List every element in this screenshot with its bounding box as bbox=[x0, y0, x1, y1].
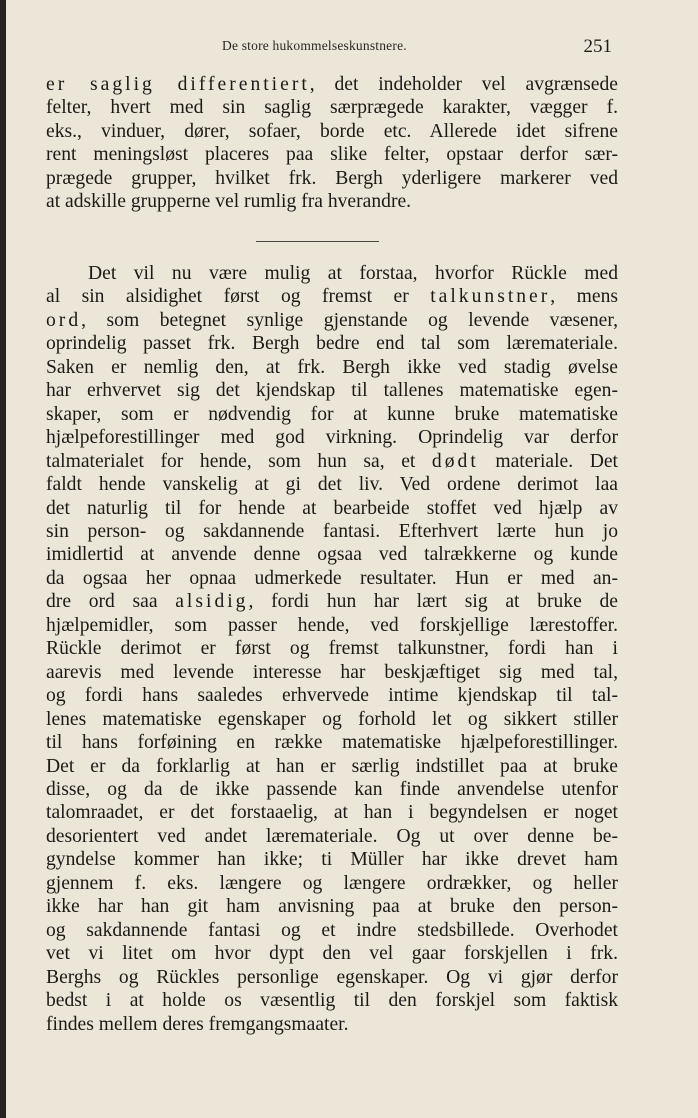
spaced-emphasis: dødt bbox=[431, 450, 479, 472]
text-line bbox=[46, 167, 618, 190]
text-segment: og sakdannende fantasi og et indre stedsbillede. Overhodet bbox=[46, 919, 618, 941]
text-segment: findes mellem deres fremgangsmaater. bbox=[46, 1013, 349, 1035]
text-line bbox=[46, 497, 618, 520]
text-segment: , det indeholder vel avgrænsede bbox=[309, 74, 618, 95]
text-line bbox=[46, 120, 618, 143]
text-segment: prægede grupper, hvilket frk. Bergh yderligere markerer ved bbox=[46, 167, 618, 189]
text-line bbox=[46, 614, 618, 637]
text-line bbox=[46, 637, 618, 660]
text-segment: oprindelig passet frk. Bergh bedre end tal som læremateriale. bbox=[46, 333, 618, 355]
text-segment: disse, og da de ikke passende kan finde anvendelse utenfor bbox=[46, 778, 618, 800]
text-segment: talomraadet, er det forstaaelig, at han i begyndelsen er noget bbox=[46, 802, 618, 824]
text-line bbox=[46, 684, 618, 707]
text-line bbox=[46, 450, 618, 473]
text-line bbox=[46, 190, 618, 213]
text-segment: sin person- og sakdannende fantasi. Efterhvert lærte hun jo bbox=[46, 520, 618, 542]
text-line bbox=[46, 825, 618, 848]
text-segment: Det vil nu være mulig at forstaa, hvorfor Rückle med bbox=[88, 263, 618, 284]
text-segment: gyndelse kommer han ikke; ti Müller har ikke drevet ham bbox=[46, 849, 618, 871]
text-segment: bedst i at holde os væsentlig til den forskjel som faktisk bbox=[46, 990, 618, 1012]
text-segment: felter, hvert med sin saglig særprægede karakter, vægger f. bbox=[46, 97, 618, 119]
text-segment: Rückle derimot er først og fremst talkunstner, fordi han i bbox=[46, 638, 618, 660]
text-line bbox=[46, 262, 618, 285]
text-segment: Berghs og Rückles personlige egenskaper. Og vi gjør derfor bbox=[46, 966, 618, 988]
spaced-emphasis: ord bbox=[46, 309, 82, 331]
text-line bbox=[46, 356, 618, 379]
text-line bbox=[46, 895, 618, 918]
text-segment: , fordi hun har lært sig at bruke de bbox=[248, 591, 618, 613]
text-segment: eks., vinduer, dører, sofaer, borde etc. Allerede idet sifrene bbox=[46, 120, 618, 142]
text-line bbox=[46, 778, 618, 801]
text-segment: da ogsaa her opnaa udmerkede resultater. Hun er med an- bbox=[46, 567, 618, 589]
running-head: De store hukommelseskunstnere. bbox=[222, 38, 407, 53]
text-segment: og fordi hans saaledes erhvervede intime kjendskap til tal- bbox=[46, 685, 618, 707]
spaced-emphasis: er saglig differentiert bbox=[46, 74, 310, 95]
text-line bbox=[46, 520, 618, 543]
text-line bbox=[46, 848, 618, 871]
text-segment: Det er da forklarlig at han er særlig indstillet paa at bruke bbox=[46, 755, 618, 777]
page-header bbox=[46, 36, 612, 60]
text-segment: til hans forføining en række matematiske hjælpeforestillinger. bbox=[46, 732, 618, 754]
text-line bbox=[46, 285, 618, 308]
text-segment: skaper, som er nødvendig for at kunne bruke matematiske bbox=[46, 403, 618, 425]
page-number: 251 bbox=[583, 36, 612, 57]
text-segment: det naturlig til for hende at bearbeide stoffet ved hjælp av bbox=[46, 497, 618, 519]
text-segment: har erhvervet sig det kjendskap til tallenes matematiske egen- bbox=[46, 380, 618, 402]
text-line bbox=[46, 332, 618, 355]
text-segment: materiale. Det bbox=[478, 450, 618, 472]
section-divider bbox=[256, 241, 379, 242]
text-segment: imidlertid at anvende denne ogsaa ved talrækkerne og kunde bbox=[46, 544, 618, 566]
text-line bbox=[46, 73, 618, 96]
text-line bbox=[46, 731, 618, 754]
text-segment: rent meningsløst placeres paa slike felter, opstaar derfor sær- bbox=[46, 144, 618, 166]
text-segment: dre ord saa bbox=[46, 591, 176, 613]
text-line bbox=[46, 919, 618, 942]
text-line bbox=[46, 309, 618, 332]
text-segment: talmaterialet for hende, som hun sa, et bbox=[46, 450, 432, 472]
text-segment: hjælpemidler, som passer hende, ved forskjellige lærestoffer. bbox=[46, 614, 618, 636]
text-line bbox=[46, 590, 618, 613]
text-segment: aarevis med levende interesse har beskjæftiget sig med tal, bbox=[46, 661, 618, 683]
text-segment: gjennem f. eks. længere og længere ordrækker, og heller bbox=[46, 872, 618, 894]
text-segment: lenes matematiske egenskaper og forhold let og sikkert stiller bbox=[46, 708, 618, 730]
text-line bbox=[46, 872, 618, 895]
text-segment: al sin alsidighet først og fremst er bbox=[46, 286, 431, 308]
text-line bbox=[46, 989, 618, 1012]
text-line bbox=[46, 942, 618, 965]
text-segment: desorientert ved andet læremateriale. Og ut over denne be- bbox=[46, 825, 618, 847]
text-line bbox=[46, 403, 618, 426]
text-line bbox=[46, 143, 618, 166]
text-segment: at adskille grupperne vel rumlig fra hverandre. bbox=[46, 191, 412, 213]
text-line bbox=[46, 426, 618, 449]
text-segment: , mens bbox=[550, 286, 618, 308]
text-segment: Saken er nemlig den, at frk. Bergh ikke ved stadig øvelse bbox=[46, 356, 618, 378]
spaced-emphasis: talkunstner bbox=[430, 286, 551, 308]
text-line bbox=[46, 96, 618, 119]
text-line bbox=[46, 755, 618, 778]
text-line bbox=[46, 801, 618, 824]
text-segment: hjælpeforestillinger med god virkning. Oprindelig var derfor bbox=[46, 427, 618, 449]
text-line bbox=[46, 966, 618, 989]
text-line bbox=[46, 1013, 618, 1036]
text-segment: , som betegnet synlige gjenstande og levende væsener, bbox=[81, 309, 618, 331]
text-line bbox=[46, 708, 618, 731]
text-line bbox=[46, 661, 618, 684]
spaced-emphasis: alsidig bbox=[175, 591, 249, 613]
text-segment: faldt hende vanskelig at gi det liv. Ved ordene derimot laa bbox=[46, 474, 618, 496]
text-segment: ikke har han git ham anvisning paa at bruke den person- bbox=[46, 896, 618, 918]
text-line bbox=[46, 543, 618, 566]
text-line bbox=[46, 379, 618, 402]
text-line bbox=[46, 473, 618, 496]
paragraph-1 bbox=[46, 73, 618, 213]
text-segment: vet vi litet om hvor dypt den vel gaar forskjellen i frk. bbox=[46, 943, 618, 965]
text-line bbox=[46, 567, 618, 590]
paragraph-2 bbox=[46, 262, 618, 1036]
